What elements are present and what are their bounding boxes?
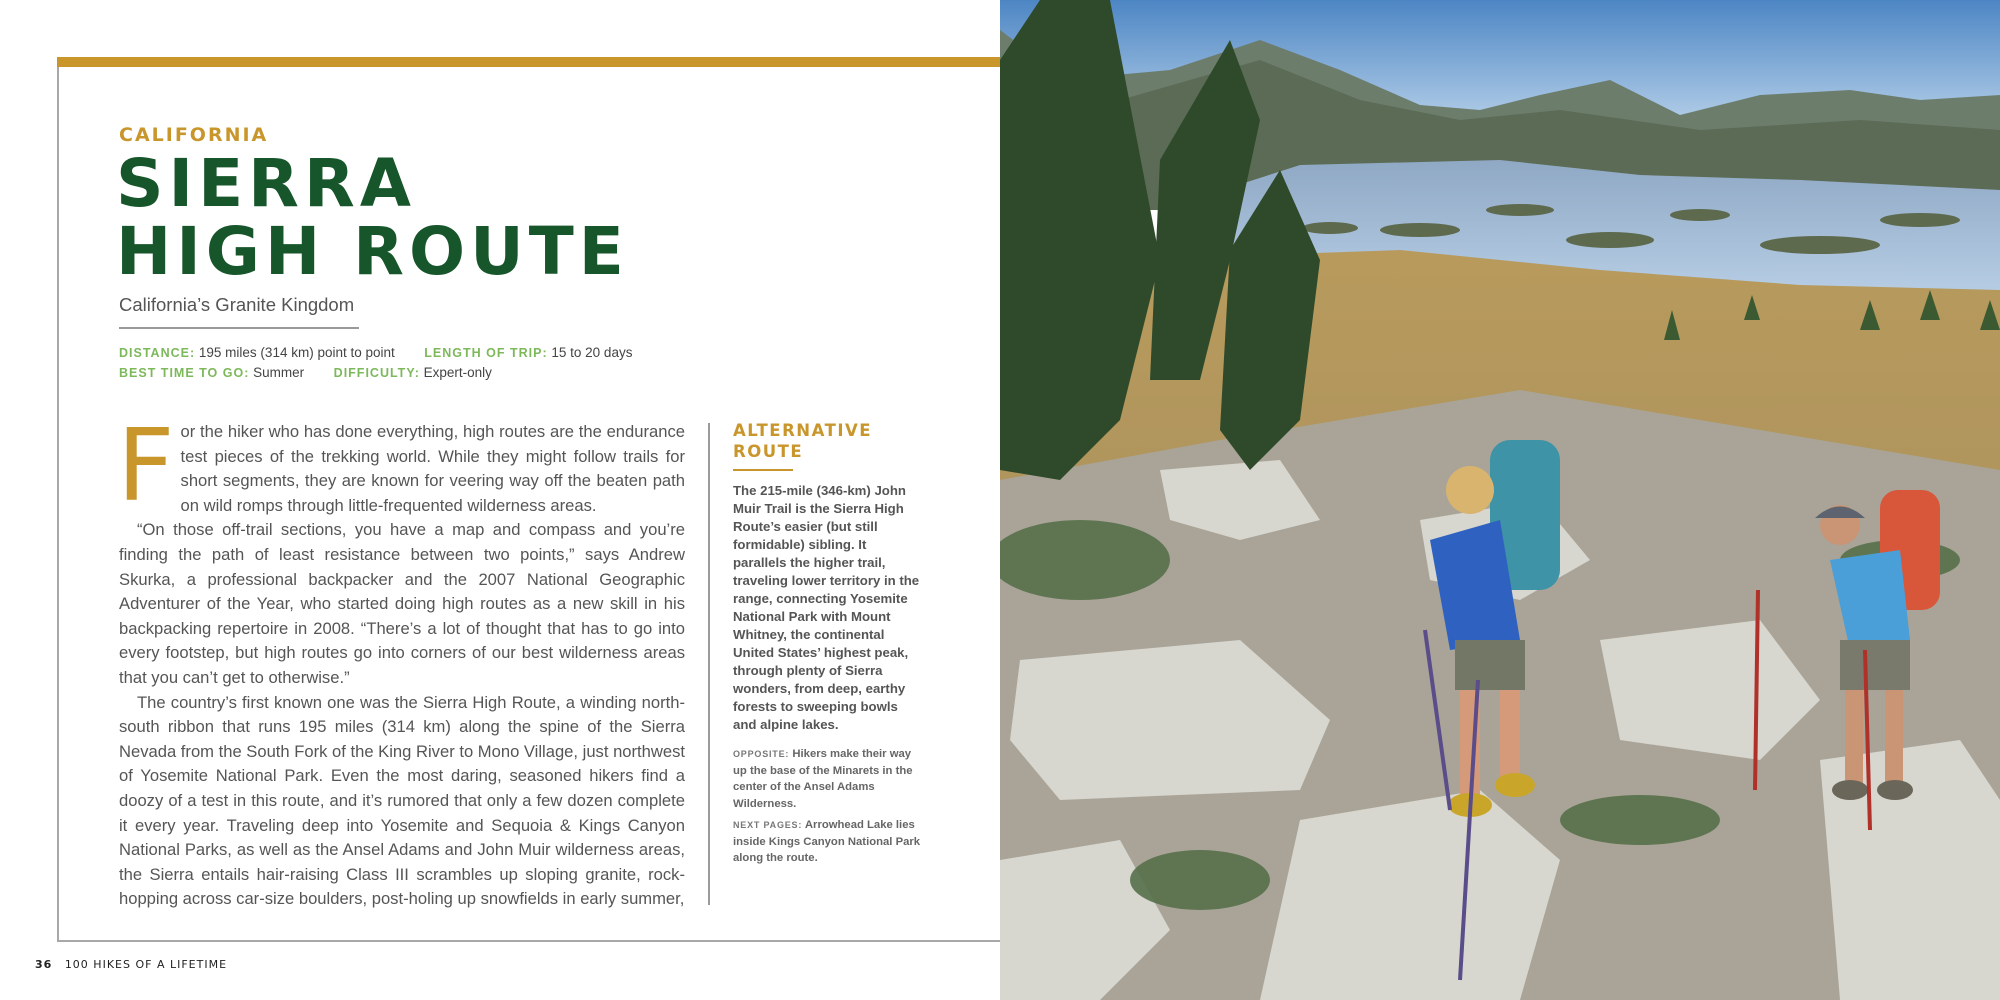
stat-value-length: 15 to 20 days [551,345,633,360]
sidebar-alternative-route [733,420,923,867]
drop-cap: F [117,407,175,524]
frame-left-rule [57,67,59,942]
stats-row-1 [119,343,632,363]
subtitle: California’s Granite Kingdom [119,294,355,315]
gold-header-bar [57,57,1000,67]
caption-next-pages [733,817,923,867]
caption-text: Arrowhead Lake lies inside Kings Canyon National Park along the route. [733,819,921,864]
stat-label-best-time: BEST TIME TO GO: [119,366,250,380]
sidebar-heading-rule [733,469,793,471]
article-paragraph-2: “On those off-trail sections, you have a map and compass and you’re finding the path of least resistance between two points,” says Andrew Skurka, a professional backpacker and the 2007 National Geographic Adventurer of the Year, who started doing high routes as a new skill in his backpacking repertoire in 2008. “There’s a lot of thought that has to go into every footstep, but high routes go into corners of our best wilderness areas that you can’t get to otherwise.” [119,520,685,687]
landscape-illustration [1000,0,2000,1000]
sidebar-heading: ALTERNATIVE ROUTE [733,421,873,461]
title-line-1: SIERRA [116,145,416,222]
sidebar-body: The 215-mile (346-km) John Muir Trail is the Sierra High Route’s easier (but still formidable) sibling. It parallels the higher trail, traveling lower territory in the range, connecting Yosemite National Park with Mount Whitney, the continental United States’ highest peak, through plenty of Sierra wonders, from deep, earthy forests to sweeping bowls and alpine lakes. [733,483,920,732]
hikers-photo [1000,0,2000,1000]
region-label: CALIFORNIA [119,124,269,146]
stats-row-2 [119,363,632,383]
stat-label-length: LENGTH OF TRIP: [424,346,548,360]
stat-value-difficulty: Expert-only [423,365,492,380]
title-line-2: HIGH ROUTE [116,213,629,290]
stat-label-difficulty: DIFFICULTY: [333,366,420,380]
column-divider [708,423,710,905]
caption-label: NEXT PAGES: [733,820,803,830]
page-footer [35,958,227,971]
frame-bottom-rule [57,940,1000,942]
stat-value-distance: 195 miles (314 km) point to point [198,345,395,360]
caption-text: Hikers make their way up the base of the Minarets in the center of the Ansel Adams Wilderness. [733,748,913,810]
trip-stats [119,343,632,383]
stat-value-best-time: Summer [253,365,305,380]
article-paragraph-1: For the hiker who has done everything, high routes are the endurance test pieces of the trekking world. While they might follow trails for short segments, they are known for veering way off the beaten path on wild romps through little-frequented wilderness areas. [117,407,685,524]
subtitle-rule [119,327,359,329]
page-number: 36 [35,958,53,971]
page-title [116,145,629,290]
book-title: 100 HIKES OF A LIFETIME [64,958,228,971]
article-body [117,407,686,912]
stat-label-distance: DISTANCE: [119,346,196,360]
article-paragraph-3: The country’s first known one was the Sierra High Route, a winding north-south ribbon that runs 195 miles (314 km) along the spine of the Sierra Nevada from the South Fork of the King River to Mono Village, just northwest of Yosemite National Park. Even the most daring, seasoned hikers find a doozy of a test in this route, and it’s rumored that only a few dozen complete it every year. Traveling deep into Yosemite and Sequoia & Kings Canyon National Parks, as well as the Ansel Adams and John Muir wilderness areas, the Sierra entails hair-raising Class III scrambles up sloping granite, rock-hopping across car-size boulders, post-holing up snowfields in early summer, [119,692,686,909]
caption-opposite [733,746,923,812]
caption-label: OPPOSITE: [733,749,790,759]
